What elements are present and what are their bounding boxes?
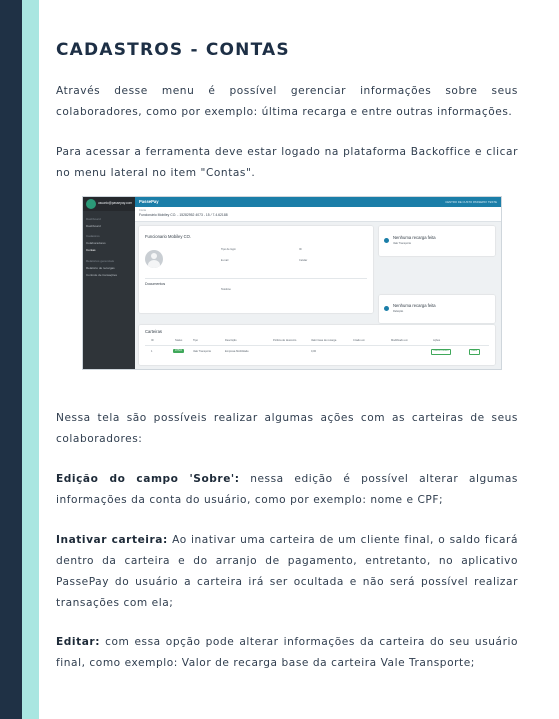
shot-status-badge: ATIVO <box>175 349 182 352</box>
page-title: CADASTROS - CONTAS <box>56 40 290 60</box>
shot-logo: PassePay <box>139 199 159 204</box>
shot-docs-title: Documentos <box>145 282 166 286</box>
shot-nav-item: Dashboard <box>86 224 101 228</box>
shot-recharge-card <box>379 226 495 256</box>
shot-col-header: Criado em <box>353 339 365 342</box>
shot-nav-item: Relatório de recargas <box>86 266 115 270</box>
shot-recharge-sub: Vale Transporte <box>393 242 412 245</box>
left-band-dark <box>0 0 22 719</box>
access-paragraph: Para acessar a ferramenta deve estar logado na plataforma Backoffice e clicar no menu lateral no item "Contas". <box>56 146 518 179</box>
shot-field: Tipo de login <box>221 248 236 251</box>
shot-profile-avatar <box>145 250 163 268</box>
item-term: Editar: <box>56 636 100 648</box>
shot-recharge-title: Nenhuma recarga feita <box>393 235 436 240</box>
shot-topbar <box>135 197 501 207</box>
shot-nav-item: Controle de transações <box>86 273 118 277</box>
shot-col-header: Modificado em <box>391 339 408 342</box>
shot-field: E-mail <box>221 259 229 262</box>
shot-cell: Vale Transporte <box>193 350 212 353</box>
shot-cell: 0,00 <box>311 350 317 353</box>
shot-divider <box>145 345 489 346</box>
item-deactivate-wallet <box>56 530 518 614</box>
item-edit-about <box>56 469 518 511</box>
backoffice-screenshot <box>82 196 502 370</box>
shot-col-header: Status <box>175 339 183 342</box>
shot-profile-card <box>139 226 373 313</box>
item-edit <box>56 632 518 674</box>
intro-paragraph: Através desse menu é possível gerenciar informações sobre seus colaboradores, como por exemplo: última recarga e entre outras informações. <box>56 85 518 118</box>
item-text: Ao inativar uma carteira de um cliente final, o saldo ficará dentro da carteira e do arranjo de pagamento, entretanto, no aplicativo PassePay do usuário a carteira irá ser ocultada e não será possível realizar transações com ela; <box>56 534 518 609</box>
shot-deactivate-button: Inativar carteira <box>431 349 451 355</box>
shot-nav-head: Cadastros <box>86 234 100 238</box>
shot-account-bar <box>135 207 501 222</box>
shot-col-header: ID <box>151 339 154 342</box>
item-text: com essa opção pode alterar informações da carteira do seu usuário final, como exemplo: Valor de recarga base da carteira Vale Transporte; <box>56 636 518 669</box>
shot-col-header: Política de desconto <box>273 339 297 342</box>
shot-col-header: Valor base de recarga <box>311 339 337 342</box>
shot-edit-button: Editar <box>469 349 480 355</box>
item-text: nessa edição é possível alterar algumas informações da conta do usuário, como por exemplo: nome e CPF; <box>56 473 518 506</box>
shot-recharge-sub: Refeição <box>393 310 404 313</box>
shot-user-bar <box>83 197 135 211</box>
shot-col-header: Tipo <box>193 339 198 342</box>
shot-nav-head: Relatórios gerenciais <box>86 259 115 263</box>
shot-profile-name: Funcionario Mobiley CO. <box>145 234 192 239</box>
shot-cell: Empresa Mobilidade <box>225 350 249 353</box>
shot-topbar-right: CENTRO DE CUSTO PASSEPAY TESTE <box>445 200 497 204</box>
left-band-teal <box>22 0 39 719</box>
shot-info-icon <box>384 306 389 311</box>
shot-nav-item: Colaboradores <box>86 241 106 245</box>
shot-cell: 1 <box>151 350 153 353</box>
shot-wallets-card <box>139 325 495 365</box>
shot-info-icon <box>384 238 389 243</box>
shot-field: Telefone <box>221 288 231 291</box>
shot-col-header: Ações <box>433 339 441 342</box>
shot-user-avatar <box>86 199 96 209</box>
shot-account-label: Conta <box>139 209 146 212</box>
shot-field: Celular <box>299 259 308 262</box>
shot-divider <box>145 278 367 279</box>
shot-user-name: usuario@passepay.com <box>98 201 133 205</box>
shot-field: ID <box>299 248 302 251</box>
shot-nav-head: Dashboard <box>86 217 101 221</box>
shot-account-value: Funcionário Mobiley CO. - 15282952 4073 - 15 / 7.4.62188 <box>139 213 228 217</box>
shot-col-header: Descrição <box>225 339 237 342</box>
actions-intro-paragraph: Nessa tela são possíveis realizar algumas ações com as carteiras de seus colaboradores: <box>56 412 518 445</box>
shot-nav-item-active: Contas <box>86 248 96 252</box>
item-term: Edição do campo 'Sobre': <box>56 473 240 485</box>
item-term: Inativar carteira: <box>56 534 168 546</box>
shot-wallets-title: Carteiras <box>145 329 162 334</box>
shot-recharge-title: Nenhuma recarga feita <box>393 303 436 308</box>
shot-recharge-card <box>379 295 495 323</box>
shot-sidebar <box>83 197 135 369</box>
